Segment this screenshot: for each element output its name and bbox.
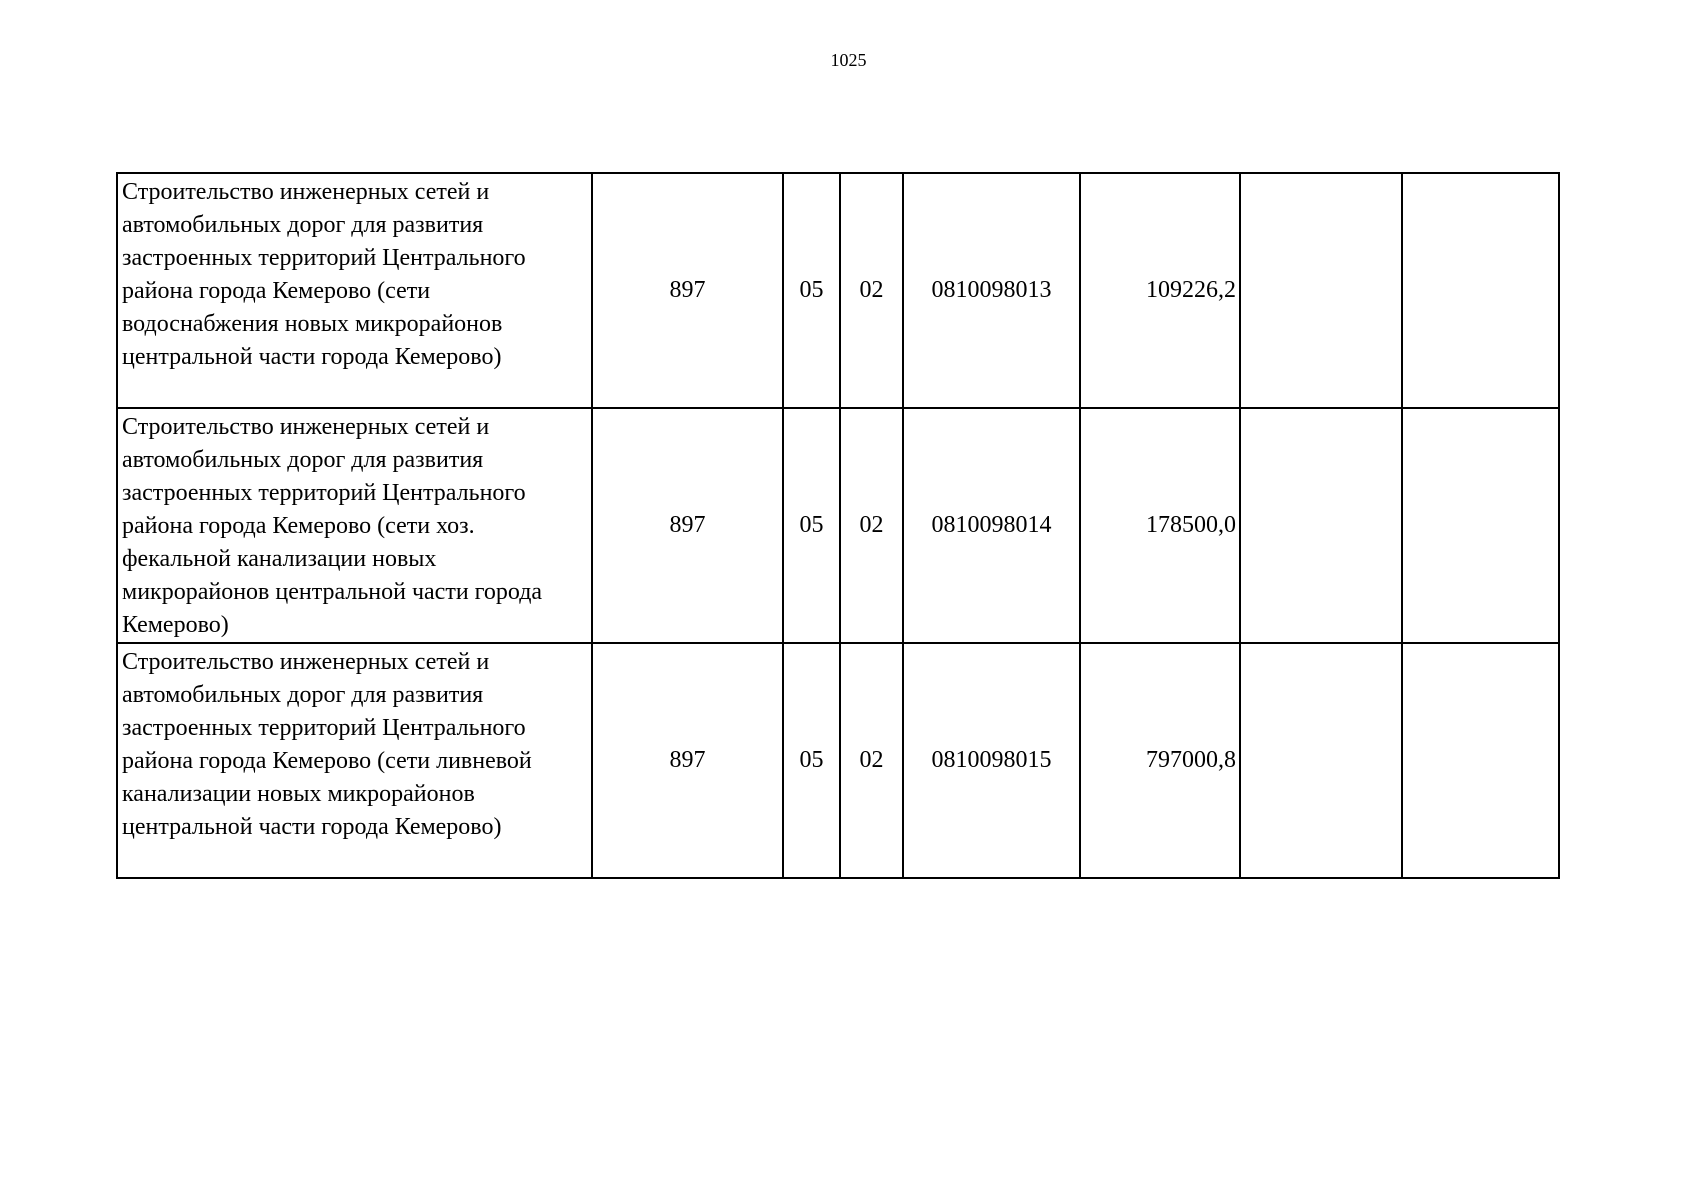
table-row (117, 408, 1559, 643)
target-code-cell: 0810098014 (903, 408, 1080, 643)
description-cell: Строительство инженерных сетей и автомобильных дорог для развития застроенных территорий Центрального района города Кемерово (сети ливневой канализации новых микрорайонов центральной части города Кемерово) (117, 643, 592, 878)
page-number: 1025 (830, 50, 867, 70)
amount-cell: 109226,2 (1080, 173, 1240, 408)
table-row (117, 643, 1559, 878)
target-code-cell: 0810098015 (903, 643, 1080, 878)
amount-cell: 797000,8 (1080, 643, 1240, 878)
budget-table (116, 172, 1560, 879)
ministry-code-cell: 897 (592, 173, 783, 408)
amount-cell: 178500,0 (1080, 408, 1240, 643)
description-cell: Строительство инженерных сетей и автомобильных дорог для развития застроенных территорий Центрального района города Кемерово (сети хоз. фекальной канализации новых микрорайонов центральной части города Кемерово) (117, 408, 592, 643)
section-cell: 05 (783, 173, 840, 408)
empty-cell (1402, 408, 1559, 643)
target-code-cell: 0810098013 (903, 173, 1080, 408)
empty-cell (1402, 173, 1559, 408)
ministry-code-cell: 897 (592, 643, 783, 878)
empty-cell (1240, 408, 1402, 643)
description-cell: Строительство инженерных сетей и автомобильных дорог для развития застроенных территорий Центрального района города Кемерово (сети водоснабжения новых микрорайонов центральной части города Кемерово) (117, 173, 592, 408)
subsection-cell: 02 (840, 408, 903, 643)
section-cell: 05 (783, 643, 840, 878)
subsection-cell: 02 (840, 643, 903, 878)
ministry-code-cell: 897 (592, 408, 783, 643)
section-cell: 05 (783, 408, 840, 643)
empty-cell (1402, 643, 1559, 878)
empty-cell (1240, 173, 1402, 408)
subsection-cell: 02 (840, 173, 903, 408)
table-row (117, 173, 1559, 408)
empty-cell (1240, 643, 1402, 878)
